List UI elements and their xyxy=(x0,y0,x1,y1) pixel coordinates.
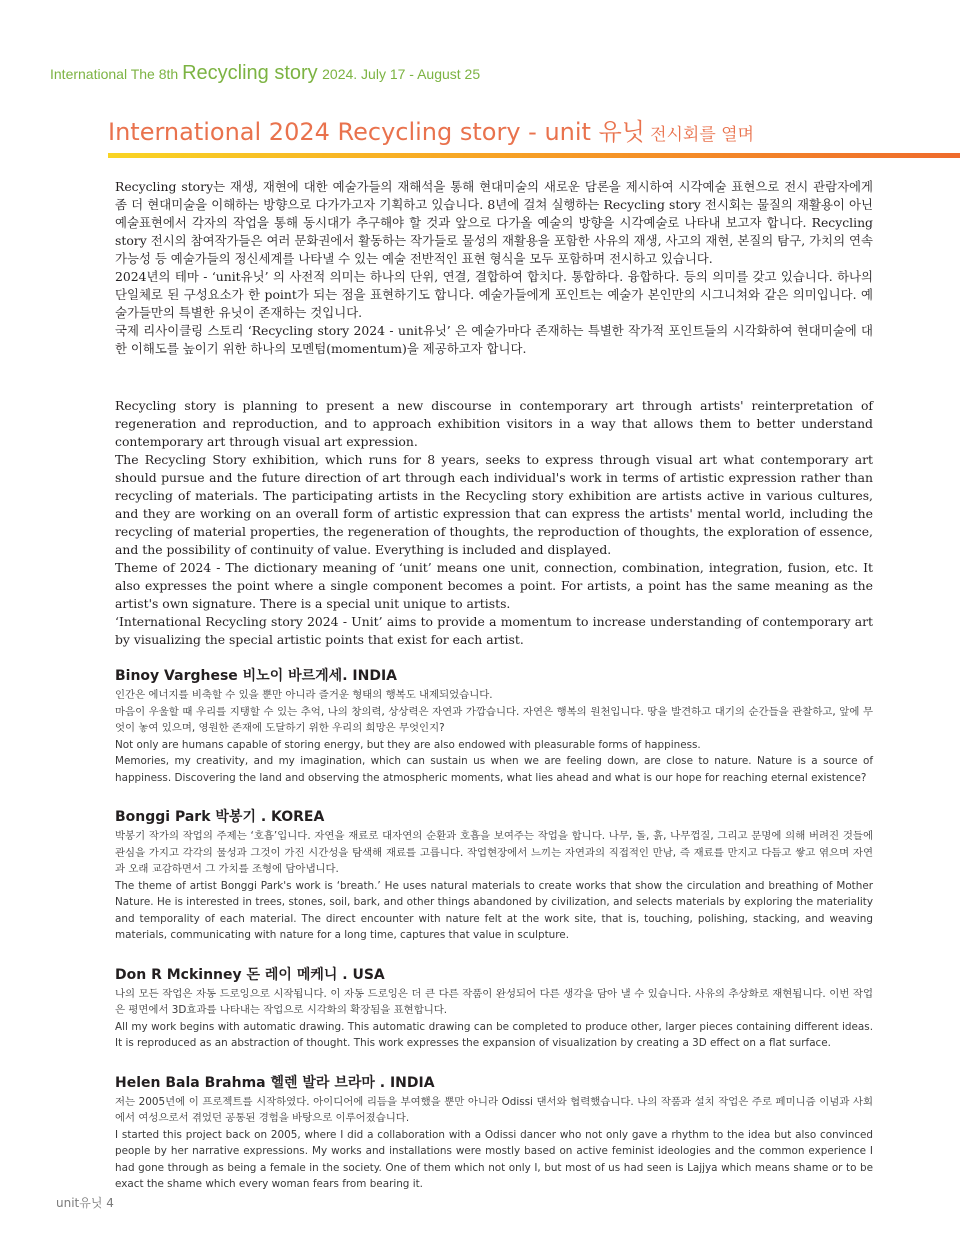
header-prefix: International The 8th xyxy=(50,66,183,82)
statement-paragraph: 마음이 우울할 때 우리를 지탱할 수 있는 추억, 나의 창의력, 상상력은 자연과 가깝습니다. 자연은 행복의 원천입니다. 땅을 발견하고 대기의 순간들을 관찰하고, 앞에 무엇이 놓여 있으며, 영원한 존재에 도달하기 위한 우리의 희망은 무엇인지? xyxy=(115,705,873,734)
artist-don-mckinney xyxy=(115,965,873,1052)
header-dates: 2024. July 17 - August 25 xyxy=(322,66,481,82)
title-main: International 2024 Recycling story - unit 유닛 xyxy=(108,118,645,146)
artist-name: Don R Mckinney 돈 레이 메케니 . USA xyxy=(115,966,385,983)
intro-en-paragraph: The Recycling Story exhibition, which runs for 8 years, seeks to express through visual art what contemporary art should pursue and the future direction of art through each individual's work in terms of artistic expression rather than recycling of materials. The participating artists in the Recycling story exhibition are artists active in various cultures, and they are working on an overall form of artistic expression that can express the artists' mental world, including the recycling of material properties, the regeneration of thoughts, the reproduction of thoughts, the exploration of essence, and the possibility of continuity of value. Everything is included and displayed. xyxy=(115,452,873,557)
intro-ko-paragraph: 2024년의 테마 - ‘unit유닛’ 의 사전적 의미는 하나의 단위, 연결, 결합하여 합치다. 통합하다. 융합하다. 등의 의미를 갖고 있습니다. 하나의 단일체로 된 구성요소가 한 point가 되는 점을 표현하기도 합니다. 예술가들에게 포인트는 예술가 본인만의 시그니쳐와 같은 의미입니다. 예술가들만의 특별한 유닛이 존재하는 것입니다. xyxy=(115,269,873,320)
intro-en-paragraph: Theme of 2024 - The dictionary meaning of ‘unit’ means one unit, connection, combination, integration, fusion, etc. It also expresses the point where a single component becomes a point. For artists, a point has the same meaning as the artist's own signature. There is a special unit unique to artists. xyxy=(115,560,873,611)
statement-paragraph: I started this project back on 2005, where I did a collaboration with a Odissi dancer who not only gave a rhythm to the idea but also convinced people by her narrative expressions. My works and installations were mostly based on active feminist ideologies and the common experience I had gone through as being a female in the society. One of them which not only I, but most of us had seen is Lajjya which means shame or to be exact the shame which every woman fears from bearing it. xyxy=(115,1128,873,1190)
statement-paragraph: The theme of artist Bonggi Park's work is ‘breath.’ He uses natural materials to create works that show the circulation and breathing of Mother Nature. He is interested in trees, stones, soil, bark, and other things abandoned by civilization, and selects materials by exploring the materiality and temporality of each material. The direct encounter with nature felt at the work site, that is, touching, polishing, stacking, and weaving materials, communicating with nature for a long time, captures that value in sculpture. xyxy=(115,879,873,941)
intro-ko-paragraph: Recycling story는 재생, 재현에 대한 예술가들의 재해석을 통해 현대미술의 새로운 담론을 제시하여 시각예술 표현으로 전시 관람자에게 좀 더 현대미술을 이해하는 방향으로 다가가고자 기획하고 있습니다. 8년에 걸쳐 실행하는 Recycling story 전시회는 물질의 재활용이 아닌 예술표현에서 각자의 작업을 통해 동시대가 추구해야 할 것과 앞으로 다가올 예술의 방향을 시각예술로 나타내 보고자 합니다. Recycling story 전시의 참여작가들은 여러 문화권에서 활동하는 작가들로 물성의 재활용을 포함한 사유의 재생, 사고의 재현, 본질의 탐구, 가치의 연속 가능성 등 예술가들의 정신세계를 나타낼 수 있는 예술 전반적인 표현 형식을 모두 포함하며 전시하고 있습니다. xyxy=(115,179,873,266)
artist-list xyxy=(115,666,873,1214)
artist-name: Helen Bala Brahma 헬렌 발라 브라마 . INDIA xyxy=(115,1074,435,1091)
header-recycling-story: Recycling story xyxy=(182,62,318,84)
page-title xyxy=(108,112,960,147)
artist-name: Binoy Varghese 비노이 바르게세. INDIA xyxy=(115,668,397,684)
statement-paragraph: 박봉기 작가의 작업의 주제는 ‘호흡’입니다. 자연을 재료로 대자연의 순환과 호흡을 보여주는 작업을 합니다. 나무, 돌, 흙, 나무껍질, 그리고 문명에 의해 버려진 것들에 관심을 가지고 각각의 물성과 그것이 가진 시간성을 탐색해 재료를 고릅니다. 작업현장에서 느끼는 자연과의 직접적인 만남, 즉 재료를 만지고 다듬고 쌓고 엮으며 자연과 오래 교감하면서 그 가치를 조형에 담아냅니다. xyxy=(115,830,873,875)
artist-helen-bala-brahma xyxy=(115,1073,873,1193)
title-sub: 전시회를 열며 xyxy=(650,125,754,145)
statement-paragraph: Not only are humans capable of storing energy, but they are also endowed with pleasurable forms of happiness. xyxy=(115,738,701,751)
intro-en-paragraph: Recycling story is planning to present a new discourse in contemporary art through artists' reinterpretation of regeneration and reproduction, and to approach exhibition visitors in a way that allows them to better understand contemporary art through visual art expression. xyxy=(115,398,873,449)
intro-korean xyxy=(115,178,873,358)
statement-paragraph: 저는 2005년에 이 프로젝트를 시작하였다. 아이디어에 리듬을 부여했을 뿐만 아니라 Odissi 댄서와 협력했습니다. 나의 작품과 설치 작업은 주로 페미니즘 이념과 사회에서 여성으로서 겪었던 공통된 경험을 바탕으로 이루어졌습니다. xyxy=(115,1095,873,1124)
artist-statement xyxy=(115,687,873,786)
artist-statement xyxy=(115,986,873,1052)
statement-paragraph: All my work begins with automatic drawing. This automatic drawing can be completed to produce other, larger pieces containing different ideas. It is reproduced as an abstraction of thought. This work expresses the expansion of visualization by creating a 3D effect on a flat surface. xyxy=(115,1020,873,1049)
artist-binoy-varghese xyxy=(115,666,873,786)
intro-ko-paragraph: 국제 리사이클링 스토리 ‘Recycling story 2024 - unit유닛’ 은 예술가마다 존재하는 특별한 작가적 포인트들의 시각화하여 현대미술에 대한 이해도를 높이기 위한 하나의 모멘텀(momentum)을 제공하고자 합니다. xyxy=(115,323,873,356)
statement-paragraph: 나의 모든 작업은 자동 드로잉으로 시작됩니다. 이 자동 드로잉은 더 큰 다른 작품이 완성되어 다른 생각을 담아 낼 수 있습니다. 사유의 추상화로 재현됩니다. 이번 작업은 평면에서 3D효과를 나타내는 작업으로 시각화의 확장됨을 표현합니다. xyxy=(115,987,873,1016)
title-underline xyxy=(108,153,960,158)
statement-paragraph: Memories, my creativity, and my imagination, which can sustain us when we are feeling down, are close to nature. Nature is a source of happiness. Discovering the land and observing the atmospheric moments, what lies ahead and what is our hope for reaching eternal existence? xyxy=(115,755,873,784)
statement-paragraph: 인간은 에너지를 비축할 수 있을 뿐만 아니라 즐거운 형태의 행복도 내제되었습니다. xyxy=(115,689,493,701)
exhibition-header xyxy=(50,62,480,85)
artist-bonggi-park xyxy=(115,807,873,944)
page-footer: unit유닛 4 xyxy=(56,1196,114,1210)
intro-en-paragraph: ‘International Recycling story 2024 - Unit’ aims to provide a momentum to increase understanding of contemporary art by visualizing the special artistic points that exist for each artist. xyxy=(115,614,873,647)
artist-statement xyxy=(115,1094,873,1193)
artist-name: Bonggi Park 박봉기 . KOREA xyxy=(115,809,325,825)
artist-statement xyxy=(115,828,873,944)
intro-english xyxy=(115,397,873,649)
